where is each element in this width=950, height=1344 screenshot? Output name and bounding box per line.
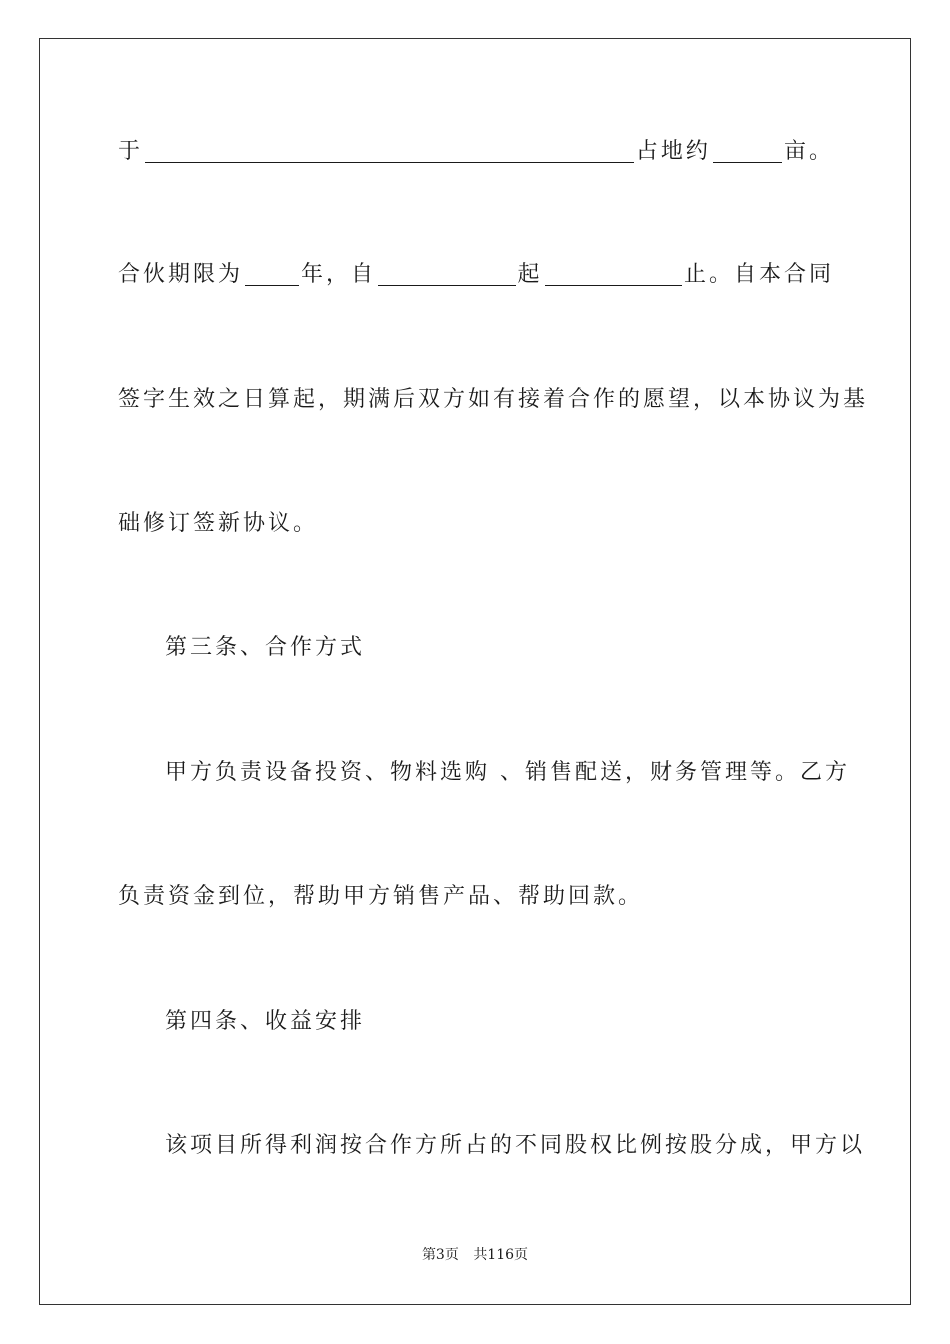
text-yu: 于 — [118, 139, 144, 164]
page-border — [39, 38, 911, 1305]
section-4-title: 第四条、收益安排 — [165, 1009, 366, 1034]
blank-location[interactable] — [145, 140, 634, 163]
text-qi: 起 — [517, 262, 543, 287]
text-year-from: 年，自 — [301, 262, 377, 287]
text-area-approx: 占地约 — [635, 139, 711, 164]
page-number: 第3页 — [421, 1247, 459, 1263]
blank-end-date[interactable] — [545, 263, 682, 286]
paragraph-3-line-1: 甲方负责设备投资、物料选购 、销售配送，财务管理等。乙方 — [165, 760, 850, 785]
text-end: 止。自本合同 — [683, 262, 834, 287]
section-3-title: 第三条、合作方式 — [165, 635, 366, 660]
blank-years[interactable] — [245, 263, 299, 286]
blank-start-date[interactable] — [378, 263, 515, 286]
text-mu: 亩。 — [783, 139, 834, 164]
paragraph-4-line-1: 该项目所得利润按合作方所占的不同股权比例按股分成，甲方以 — [165, 1133, 866, 1158]
text-line-2 — [118, 259, 834, 291]
paragraph-3-line-2: 负责资金到位，帮助甲方销售产品、帮助回款。 — [118, 884, 644, 909]
text-line-1 — [118, 136, 834, 168]
total-pages: 共116页 — [473, 1247, 529, 1263]
text-line-3: 签字生效之日算起，期满后双方如有接着合作的愿望，以本协议为基 — [118, 387, 869, 412]
text-term: 合伙期限为 — [118, 262, 244, 287]
page-footer — [0, 1246, 950, 1264]
text-line-4: 础修订签新协议。 — [118, 511, 319, 536]
blank-area[interactable] — [713, 140, 782, 163]
